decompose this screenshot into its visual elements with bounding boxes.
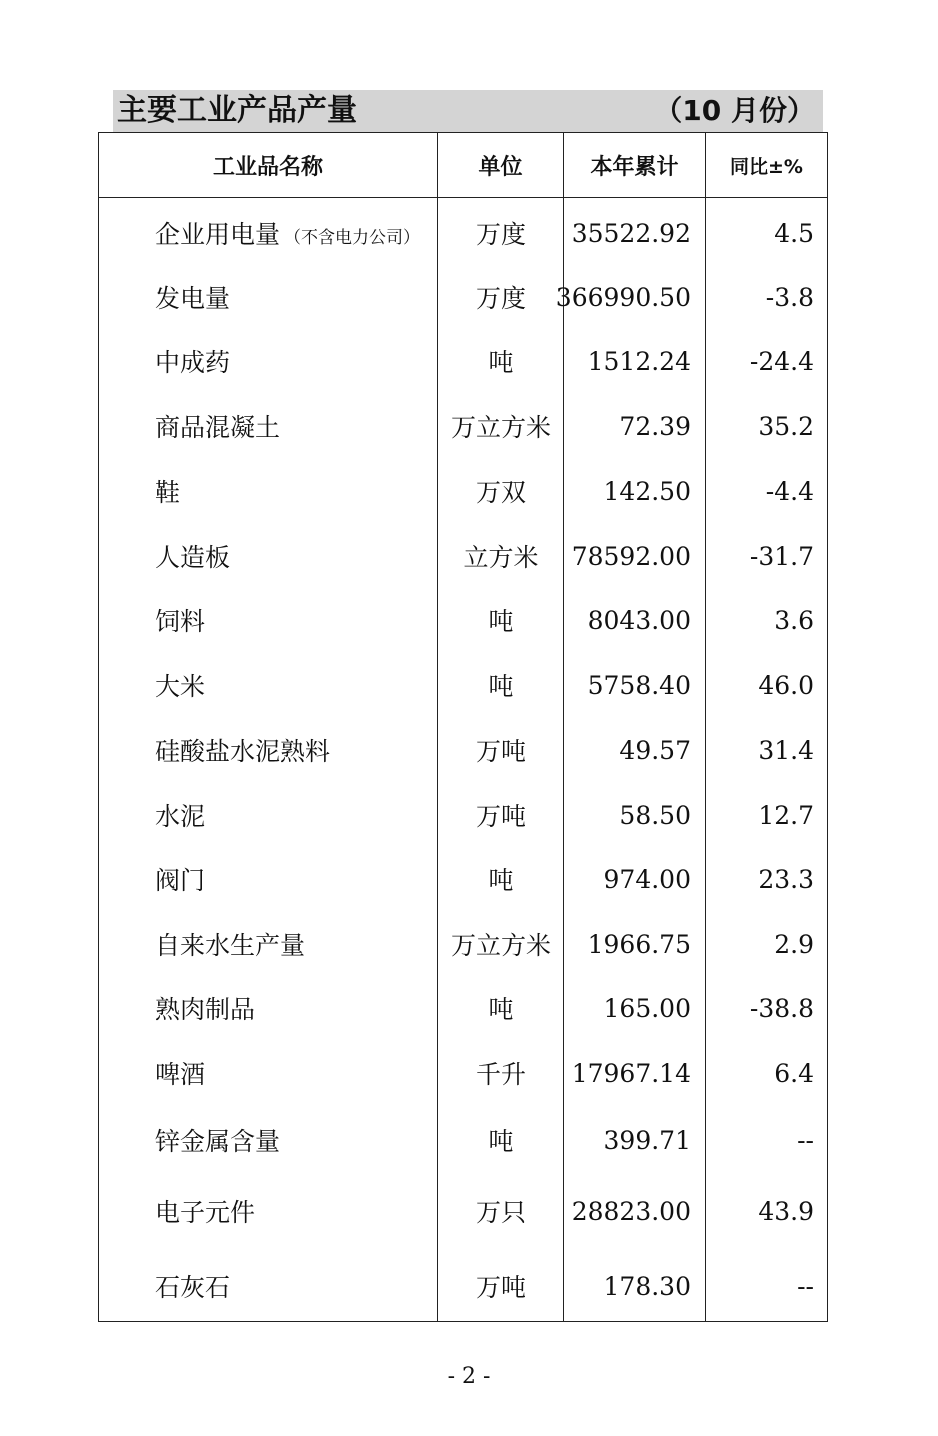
yoy-change: 6.4: [774, 1058, 814, 1088]
product-note: （不含电力公司）: [284, 227, 421, 248]
table-row: [99, 1254, 827, 1318]
product-unit: 吨: [488, 995, 514, 1024]
product-name: 发电量: [155, 284, 231, 313]
product-name: 石灰石: [155, 1273, 231, 1302]
yoy-change: -24.4: [749, 346, 814, 376]
header-divider: [99, 197, 827, 198]
product-unit: 立方米: [463, 543, 539, 572]
table-row: [99, 265, 827, 329]
product-unit: 万度: [475, 220, 526, 249]
table-row: [99, 394, 827, 458]
production-table: [98, 132, 828, 1322]
product-unit: 万只: [475, 1198, 526, 1227]
yoy-change: 23.3: [758, 864, 814, 894]
product-name: 锌金属含量: [155, 1127, 281, 1156]
yoy-change: --: [797, 1125, 814, 1155]
header-unit: 单位: [478, 154, 523, 180]
product-unit: 吨: [488, 348, 514, 377]
yoy-change: 2.9: [774, 929, 814, 959]
ytd-value: 142.50: [603, 476, 691, 506]
product-unit: 吨: [488, 607, 514, 636]
yoy-change: 12.7: [758, 800, 814, 830]
table-row: [99, 783, 827, 847]
header-name: 工业品名称: [212, 154, 323, 180]
ytd-value: 5758.40: [587, 670, 691, 700]
product-name: 啤酒: [155, 1060, 206, 1089]
product-unit: 万立方米: [450, 413, 551, 442]
ytd-value: 78592.00: [571, 541, 691, 571]
product-name: 熟肉制品: [155, 995, 256, 1024]
ytd-value: 35522.92: [571, 218, 691, 248]
table-row: [99, 588, 827, 652]
yoy-change: 31.4: [758, 735, 814, 765]
table-row: [99, 329, 827, 393]
ytd-value: 165.00: [603, 993, 691, 1023]
product-name: 阀门: [155, 866, 206, 895]
product-unit: 万度: [475, 284, 526, 313]
product-name: 硅酸盐水泥熟料: [155, 737, 331, 766]
product-name: 自来水生产量: [155, 931, 306, 960]
product-name: 中成药: [155, 348, 231, 377]
product-unit: 万吨: [475, 1273, 526, 1302]
ytd-value: 72.39: [619, 411, 691, 441]
yoy-change: 35.2: [758, 411, 814, 441]
ytd-value: 178.30: [603, 1271, 691, 1301]
product-unit: 万吨: [475, 802, 526, 831]
yoy-change: 4.5: [774, 218, 814, 248]
page-title: 主要工业产品产量: [117, 93, 357, 128]
ytd-value: 366990.50: [555, 282, 691, 312]
table-row: [99, 201, 827, 265]
header-yoy: 同比±%: [730, 155, 803, 178]
table-row: [99, 1108, 827, 1172]
ytd-value: 58.50: [619, 800, 691, 830]
yoy-change: -3.8: [765, 282, 814, 312]
report-period: （10 月份）: [654, 94, 815, 127]
yoy-change: -31.7: [749, 541, 814, 571]
ytd-value: 8043.00: [587, 605, 691, 635]
table-row: [99, 912, 827, 976]
ytd-value: 974.00: [603, 864, 691, 894]
product-unit: 吨: [488, 672, 514, 701]
ytd-value: 1966.75: [587, 929, 691, 959]
ytd-value: 399.71: [603, 1125, 691, 1155]
product-name: 人造板: [155, 543, 231, 572]
yoy-change: -4.4: [765, 476, 814, 506]
product-name: 商品混凝土: [155, 413, 281, 442]
ytd-value: 28823.00: [571, 1196, 691, 1226]
product-unit: 吨: [488, 1127, 514, 1156]
product-unit: 万双: [475, 478, 526, 507]
section-title-bar: [113, 90, 823, 132]
page-number: - 2 -: [447, 1364, 491, 1389]
table-row: [99, 1041, 827, 1105]
ytd-value: 17967.14: [571, 1058, 691, 1088]
yoy-change: --: [797, 1271, 814, 1301]
table-row: [99, 1179, 827, 1243]
table-row: [99, 847, 827, 911]
product-name: 水泥: [155, 802, 206, 831]
table-row: [99, 524, 827, 588]
table-row: [99, 459, 827, 523]
ytd-value: 49.57: [619, 735, 691, 765]
table-row: [99, 653, 827, 717]
product-name: 鞋: [155, 478, 181, 507]
product-unit: 吨: [488, 866, 514, 895]
product-unit: 万吨: [475, 737, 526, 766]
table-row: [99, 718, 827, 782]
product-name: 饲料: [155, 607, 206, 636]
product-name: 电子元件: [155, 1198, 256, 1227]
product-name: 大米: [155, 672, 206, 701]
yoy-change: 3.6: [774, 605, 814, 635]
product-unit: 万立方米: [450, 931, 551, 960]
yoy-change: 43.9: [758, 1196, 814, 1226]
product-name: 企业用电量 （不含电力公司）: [155, 220, 421, 249]
yoy-change: -38.8: [749, 993, 814, 1023]
header-ytd: 本年累计: [590, 154, 679, 180]
ytd-value: 1512.24: [587, 346, 691, 376]
product-unit: 千升: [475, 1060, 526, 1089]
yoy-change: 46.0: [758, 670, 814, 700]
table-row: [99, 976, 827, 1040]
